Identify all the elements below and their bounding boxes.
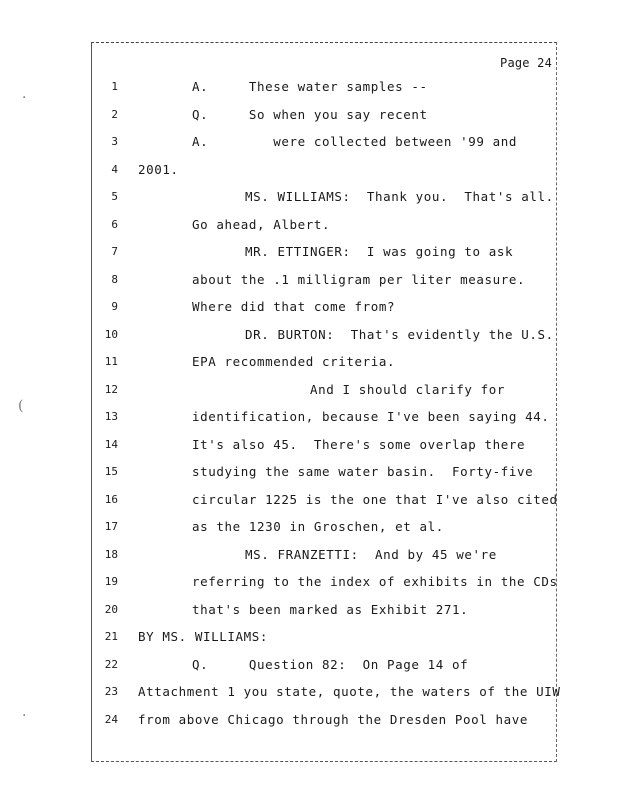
line-text: studying the same water basin. Forty-five — [192, 464, 534, 479]
line-number: 18 — [104, 547, 118, 561]
line-text: that's been marked as Exhibit 271. — [192, 601, 469, 617]
line-number: 6 — [111, 217, 118, 231]
transcript-line — [0, 105, 618, 125]
margin-mark: · — [22, 90, 27, 106]
transcript-line — [0, 242, 618, 262]
line-number: 16 — [104, 492, 118, 506]
line-text: Q. So when you say recent — [192, 106, 428, 122]
line-text: A. were collected between '99 and — [192, 134, 518, 149]
line-text: BY MS. WILLIAMS: — [138, 629, 269, 644]
line-text: Q. Question 82: On Page 14 of — [192, 656, 469, 672]
line-number: 2 — [111, 107, 118, 121]
line-text: identification, because I've been saying 44. — [192, 409, 550, 424]
transcript-line — [0, 380, 618, 400]
transcript-line — [0, 462, 618, 482]
line-text: It's also 45. There's some overlap there — [192, 436, 526, 452]
line-number: 11 — [104, 355, 118, 368]
line-number: 4 — [111, 162, 118, 176]
transcript-line — [0, 77, 618, 97]
line-number: 13 — [104, 410, 118, 423]
transcript-line — [0, 132, 618, 152]
line-text: A. These water samples -- — [192, 79, 428, 94]
page-number: Page 24 — [500, 56, 552, 70]
line-text: 2001. — [138, 161, 179, 177]
transcript-line — [0, 160, 618, 180]
margin-mark: ( — [18, 398, 24, 414]
line-number: 23 — [104, 685, 118, 698]
transcript-line — [0, 627, 618, 647]
line-text: from above Chicago through the Dresden Pool have — [138, 711, 529, 727]
line-text: MS. FRANZETTI: And by 45 we're — [245, 546, 497, 562]
line-number: 14 — [104, 437, 118, 451]
line-number: 1 — [111, 80, 118, 93]
line-text: Attachment 1 you state, quote, the waters of the UIW — [138, 684, 561, 699]
transcript-line — [0, 187, 618, 207]
line-number: 10 — [104, 327, 118, 341]
transcript-line — [0, 572, 618, 592]
transcript-line — [0, 352, 618, 372]
line-number: 8 — [111, 272, 118, 286]
line-text: about the .1 milligram per liter measure. — [192, 271, 526, 287]
line-number: 17 — [104, 520, 118, 533]
transcript-line — [0, 297, 618, 317]
line-number: 20 — [104, 602, 118, 616]
transcript-line — [0, 325, 618, 345]
line-text: circular 1225 is the one that I've also cited — [192, 491, 558, 507]
transcript-line — [0, 710, 618, 730]
line-number: 19 — [104, 575, 118, 588]
line-text: Go ahead, Albert. — [192, 216, 331, 232]
line-text: Where did that come from? — [192, 299, 396, 314]
line-text: MS. WILLIAMS: Thank you. That's all. — [245, 189, 554, 204]
transcript-line — [0, 682, 618, 702]
line-number: 22 — [104, 657, 118, 671]
line-number: 7 — [111, 245, 118, 258]
transcript-line — [0, 517, 618, 537]
transcript-line — [0, 407, 618, 427]
line-number: 15 — [104, 465, 118, 478]
line-number: 21 — [104, 630, 118, 643]
line-text: MR. ETTINGER: I was going to ask — [245, 244, 514, 259]
line-number: 24 — [104, 712, 118, 726]
line-text: EPA recommended criteria. — [192, 354, 396, 369]
transcript-line — [0, 545, 618, 565]
line-text: DR. BURTON: That's evidently the U.S. — [245, 326, 554, 342]
line-text: referring to the index of exhibits in the CDs — [192, 574, 558, 589]
transcript-line — [0, 600, 618, 620]
transcript-line — [0, 215, 618, 235]
line-number: 9 — [111, 300, 118, 313]
transcript-line — [0, 270, 618, 290]
line-number: 5 — [111, 190, 118, 203]
transcript-line — [0, 435, 618, 455]
margin-mark: · — [22, 708, 27, 724]
line-text: as the 1230 in Groschen, et al. — [192, 519, 444, 534]
line-number: 3 — [111, 135, 118, 148]
transcript-line — [0, 490, 618, 510]
transcript-line — [0, 655, 618, 675]
line-text: And I should clarify for — [310, 381, 506, 397]
line-number: 12 — [104, 382, 118, 396]
